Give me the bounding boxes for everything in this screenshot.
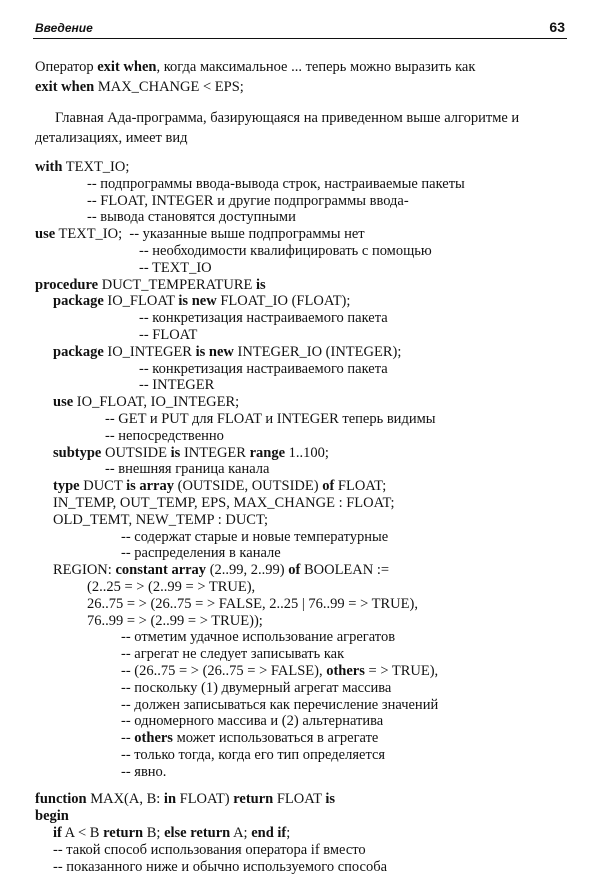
page-number: 63 — [549, 19, 565, 35]
code-line: with TEXT_IO; — [35, 159, 130, 175]
code-comment: -- отметим удачное использование агрегатов — [121, 629, 396, 646]
text-line: Главная Ада-программа, базирующаяся на приведенном выше алгоритме и — [55, 110, 520, 126]
code-comment: -- внешняя граница канала — [105, 461, 270, 478]
code-line: subtype OUTSIDE is INTEGER range 1..100; — [53, 444, 329, 461]
code-line: package IO_INTEGER is new INTEGER_IO (INTEGER); — [53, 343, 402, 360]
code-line: OLD_TEMT, NEW_TEMP : DUCT; — [53, 511, 269, 528]
code-line: procedure DUCT_TEMPERATURE is — [35, 276, 266, 293]
section-title: Введение — [35, 21, 93, 35]
code-line: use TEXT_IO; -- указанные выше подпрограммы нет — [35, 226, 365, 243]
code-comment: -- TEXT_IO — [139, 259, 212, 276]
code-comment: -- такой способ использования оператора if вместо — [53, 841, 366, 858]
code-line: if A < B return B; else return A; end if; — [53, 825, 291, 842]
code-line: package IO_FLOAT is new FLOAT_IO (FLOAT); — [53, 293, 351, 310]
code-line: 26..75 = > (26..75 = > FALSE, 2..25 | 76..99 = > TRUE), — [87, 595, 418, 612]
page-header — [33, 18, 567, 39]
code-comment: -- агрегат не следует записывать как — [121, 646, 345, 663]
code-comment: -- содержат старые и новые температурные — [121, 528, 389, 545]
code-comment: -- конкретизация настраиваемого пакета — [139, 360, 388, 377]
code-listing-function — [35, 791, 567, 875]
code-line: begin — [35, 808, 69, 825]
code-line: (2..25 = > (2..99 = > TRUE), — [87, 578, 256, 595]
code-comment: -- только тогда, когда его тип определяется — [121, 746, 386, 763]
code-comment: -- INTEGER — [139, 377, 215, 394]
code-comment: -- вывода становятся доступными — [87, 209, 296, 226]
code-comment: -- распределения в канале — [121, 545, 281, 562]
code-comment: -- GET и PUT для FLOAT и INTEGER теперь видимы — [105, 410, 436, 427]
code-comment: -- конкретизация настраиваемого пакета — [139, 310, 388, 327]
code-comment: -- необходимости квалифицировать с помощью — [139, 242, 432, 259]
code-comment: -- одномерного массива и (2) альтернатива — [121, 713, 384, 730]
code-comment: -- показанного ниже и обычно используемого способа — [53, 858, 388, 875]
code-line: type DUCT is array (OUTSIDE, OUTSIDE) of FLOAT; — [53, 478, 387, 495]
code-comment: -- явно. — [121, 763, 167, 780]
code-line: IN_TEMP, OUT_TEMP, EPS, MAX_CHANGE : FLOAT; — [53, 494, 395, 511]
paragraph-main-program — [35, 108, 567, 148]
code-line: use IO_FLOAT, IO_INTEGER; — [53, 394, 240, 411]
code-listing — [35, 159, 567, 780]
code-comment: -- FLOAT, INTEGER и другие подпрограммы ввода- — [87, 192, 409, 209]
text-line: Оператор exit when, когда максимальное ... теперь можно выразить как — [35, 59, 476, 75]
code-comment: -- (26..75 = > (26..75 = > FALSE), others = > TRUE), — [121, 662, 439, 679]
code-line: REGION: constant array (2..99, 2..99) of BOOLEAN := — [53, 562, 390, 579]
code-comment: -- должен записываться как перечисление значений — [121, 696, 439, 713]
text-line: детализациях, имеет вид — [35, 130, 188, 146]
code-comment: -- подпрограммы ввода-вывода строк, настраиваемые пакеты — [87, 175, 465, 192]
code-line: function MAX(A, B: in FLOAT) return FLOAT is — [35, 791, 336, 808]
code-comment: -- FLOAT — [139, 326, 198, 343]
page-body — [35, 57, 567, 875]
paragraph-exit-when — [35, 57, 567, 97]
text-line: exit when MAX_CHANGE < EPS; — [35, 79, 244, 95]
code-line: 76..99 = > (2..99 = > TRUE)); — [87, 612, 263, 629]
code-comment: -- others может использоваться в агрегате — [121, 730, 379, 747]
code-comment: -- непосредственно — [105, 427, 224, 444]
code-comment: -- поскольку (1) двумерный агрегат массива — [121, 679, 392, 696]
